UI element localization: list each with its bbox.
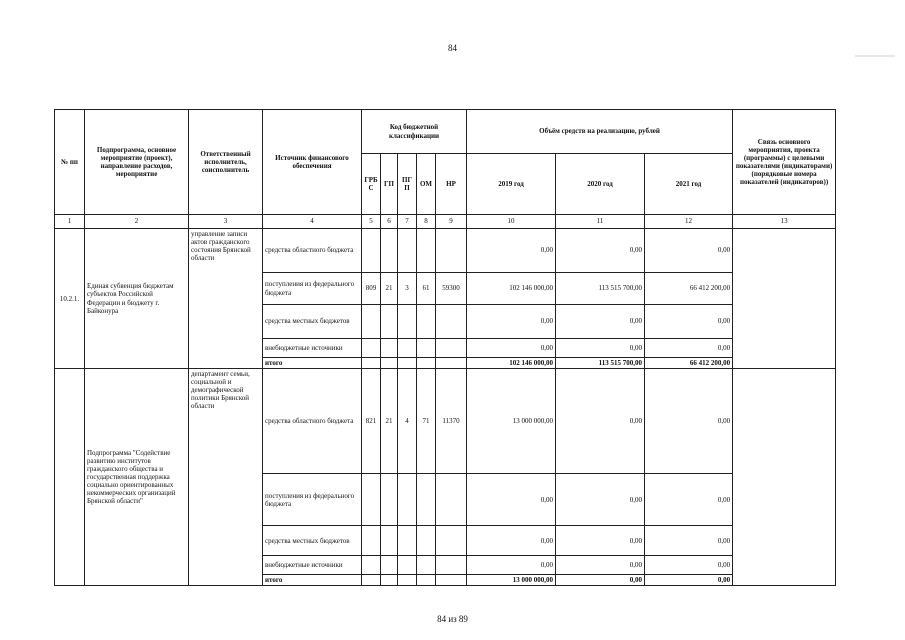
code-gp bbox=[381, 229, 398, 273]
header-np: НР bbox=[436, 154, 467, 215]
code-grbs bbox=[362, 305, 381, 339]
funding-source: внебюджетные источники bbox=[263, 556, 362, 575]
total-2021: 66 412 200,00 bbox=[645, 358, 733, 369]
budget-table bbox=[54, 109, 836, 586]
amount-2020: 0,00 bbox=[556, 474, 645, 526]
code-gp bbox=[381, 474, 398, 526]
code-gp: 21 bbox=[381, 369, 398, 474]
amount-2019: 0,00 bbox=[467, 526, 556, 556]
col-number: 8 bbox=[417, 215, 436, 229]
col-number: 9 bbox=[436, 215, 467, 229]
amount-2019: 0,00 bbox=[467, 556, 556, 575]
col-number: 1 bbox=[55, 215, 85, 229]
row-number: 10.2.1. bbox=[55, 229, 85, 369]
code-pgp bbox=[398, 526, 417, 556]
code-np: 59300 bbox=[436, 273, 467, 305]
col-number: 7 bbox=[398, 215, 417, 229]
code-pgp bbox=[398, 339, 417, 358]
code-pgp bbox=[398, 358, 417, 369]
code-om bbox=[417, 339, 436, 358]
code-pgp bbox=[398, 305, 417, 339]
indicator-link bbox=[733, 369, 836, 586]
scan-mark bbox=[855, 55, 895, 57]
total-2019: 102 146 000,00 bbox=[467, 358, 556, 369]
amount-2019: 13 000 000,00 bbox=[467, 369, 556, 474]
col-number: 5 bbox=[362, 215, 381, 229]
indicator-link bbox=[733, 229, 836, 369]
amount-2021: 0,00 bbox=[645, 305, 733, 339]
col-number: 4 bbox=[263, 215, 362, 229]
page-footer: 84 из 89 bbox=[437, 614, 468, 624]
amount-2021: 0,00 bbox=[645, 339, 733, 358]
code-np bbox=[436, 556, 467, 575]
code-pgp bbox=[398, 474, 417, 526]
amount-2021: 0,00 bbox=[645, 556, 733, 575]
funding-source: средства областного бюджета bbox=[263, 229, 362, 273]
code-grbs: 821 bbox=[362, 369, 381, 474]
col-number: 3 bbox=[189, 215, 263, 229]
amount-2020: 0,00 bbox=[556, 229, 645, 273]
table-row bbox=[55, 229, 836, 273]
amount-2021: 0,00 bbox=[645, 369, 733, 474]
code-grbs bbox=[362, 556, 381, 575]
code-gp bbox=[381, 358, 398, 369]
amount-2019: 0,00 bbox=[467, 305, 556, 339]
code-grbs bbox=[362, 339, 381, 358]
code-np bbox=[436, 474, 467, 526]
code-gp: 21 bbox=[381, 273, 398, 305]
amount-2020: 0,00 bbox=[556, 556, 645, 575]
row-number bbox=[55, 369, 85, 586]
funding-source-total: итого bbox=[263, 575, 362, 586]
code-pgp bbox=[398, 575, 417, 586]
funding-source: поступления из федерального бюджета bbox=[263, 273, 362, 305]
funding-source-total: итого bbox=[263, 358, 362, 369]
col-number: 10 bbox=[467, 215, 556, 229]
amount-2019: 0,00 bbox=[467, 474, 556, 526]
page-number-top: 84 bbox=[448, 43, 457, 53]
code-np bbox=[436, 339, 467, 358]
funding-source: средства местных бюджетов bbox=[263, 526, 362, 556]
code-om bbox=[417, 526, 436, 556]
code-om bbox=[417, 575, 436, 586]
amount-2020: 0,00 bbox=[556, 339, 645, 358]
amount-2020: 0,00 bbox=[556, 369, 645, 474]
code-pgp: 4 bbox=[398, 369, 417, 474]
code-gp bbox=[381, 575, 398, 586]
measure-name: Единая субвенция бюджетам субъектов Российской Федерации и бюджету г. Байконура bbox=[85, 229, 189, 369]
code-om: 61 bbox=[417, 273, 436, 305]
header-source: Источник финансового обеспечения bbox=[263, 110, 362, 215]
funding-source: внебюджетные источники bbox=[263, 339, 362, 358]
amount-2021: 0,00 bbox=[645, 229, 733, 273]
header-responsible: Ответственный исполнитель, соисполнитель bbox=[189, 110, 263, 215]
responsible-executor: департамент семьи, социальной и демографической политики Брянской области bbox=[189, 369, 263, 586]
funding-source: средства областного бюджета bbox=[263, 369, 362, 474]
total-2020: 0,00 bbox=[556, 575, 645, 586]
code-pgp: 3 bbox=[398, 273, 417, 305]
header-link: Связь основного мероприятия, проекта (программы) с целевыми показателями (индикаторами) (порядковые номера показателей (индикаторов)) bbox=[733, 110, 836, 215]
responsible-executor: управление записи актов гражданского состояния Брянской области bbox=[189, 229, 263, 369]
col-number: 13 bbox=[733, 215, 836, 229]
code-grbs bbox=[362, 358, 381, 369]
code-grbs bbox=[362, 526, 381, 556]
header-budget-code: Код бюджетной классификации bbox=[362, 110, 467, 154]
code-om bbox=[417, 358, 436, 369]
amount-2021: 0,00 bbox=[645, 526, 733, 556]
code-grbs bbox=[362, 575, 381, 586]
header-grbs: ГРБ С bbox=[362, 154, 381, 215]
funding-source: поступления из федерального бюджета bbox=[263, 474, 362, 526]
total-2020: 113 515 700,00 bbox=[556, 358, 645, 369]
header-om: ОМ bbox=[417, 154, 436, 215]
code-gp bbox=[381, 526, 398, 556]
header-subprogram: Подпрограмма, основное мероприятие (проект), направление расходов, мероприятие bbox=[85, 110, 189, 215]
code-np bbox=[436, 305, 467, 339]
code-gp bbox=[381, 556, 398, 575]
header-pgp: ПГ П bbox=[398, 154, 417, 215]
code-grbs bbox=[362, 229, 381, 273]
code-np bbox=[436, 229, 467, 273]
code-grbs bbox=[362, 474, 381, 526]
col-number: 11 bbox=[556, 215, 645, 229]
code-om bbox=[417, 305, 436, 339]
code-gp bbox=[381, 339, 398, 358]
header-volume: Объём средств на реализацию, рублей bbox=[467, 110, 733, 154]
code-pgp bbox=[398, 229, 417, 273]
code-gp bbox=[381, 305, 398, 339]
column-numbers-row bbox=[55, 215, 836, 229]
header-gp: ГП bbox=[381, 154, 398, 215]
amount-2020: 0,00 bbox=[556, 526, 645, 556]
code-om: 71 bbox=[417, 369, 436, 474]
code-grbs: 809 bbox=[362, 273, 381, 305]
amount-2019: 0,00 bbox=[467, 229, 556, 273]
header-no: № пп bbox=[55, 110, 85, 215]
code-np bbox=[436, 526, 467, 556]
table-row bbox=[55, 369, 836, 474]
amount-2019: 102 146 000,00 bbox=[467, 273, 556, 305]
col-number: 12 bbox=[645, 215, 733, 229]
code-om bbox=[417, 556, 436, 575]
code-np bbox=[436, 358, 467, 369]
col-number: 2 bbox=[85, 215, 189, 229]
header-2021: 2021 год bbox=[645, 154, 733, 215]
subprogram-name: Подпрограмма "Содействие развитию институтов гражданского общества и государственная поддержка социально ориентированных некоммерческих организаций Брянской области" bbox=[85, 369, 189, 586]
code-om bbox=[417, 229, 436, 273]
code-np bbox=[436, 575, 467, 586]
code-np: 11370 bbox=[436, 369, 467, 474]
total-2021: 0,00 bbox=[645, 575, 733, 586]
funding-source: средства местных бюджетов bbox=[263, 305, 362, 339]
amount-2020: 0,00 bbox=[556, 305, 645, 339]
amount-2020: 113 515 700,00 bbox=[556, 273, 645, 305]
amount-2021: 0,00 bbox=[645, 474, 733, 526]
header-2019: 2019 год bbox=[467, 154, 556, 215]
code-pgp bbox=[398, 556, 417, 575]
amount-2019: 0,00 bbox=[467, 339, 556, 358]
code-om bbox=[417, 474, 436, 526]
col-number: 6 bbox=[381, 215, 398, 229]
total-2019: 13 000 000,00 bbox=[467, 575, 556, 586]
amount-2021: 66 412 200,00 bbox=[645, 273, 733, 305]
header-2020: 2020 год bbox=[556, 154, 645, 215]
